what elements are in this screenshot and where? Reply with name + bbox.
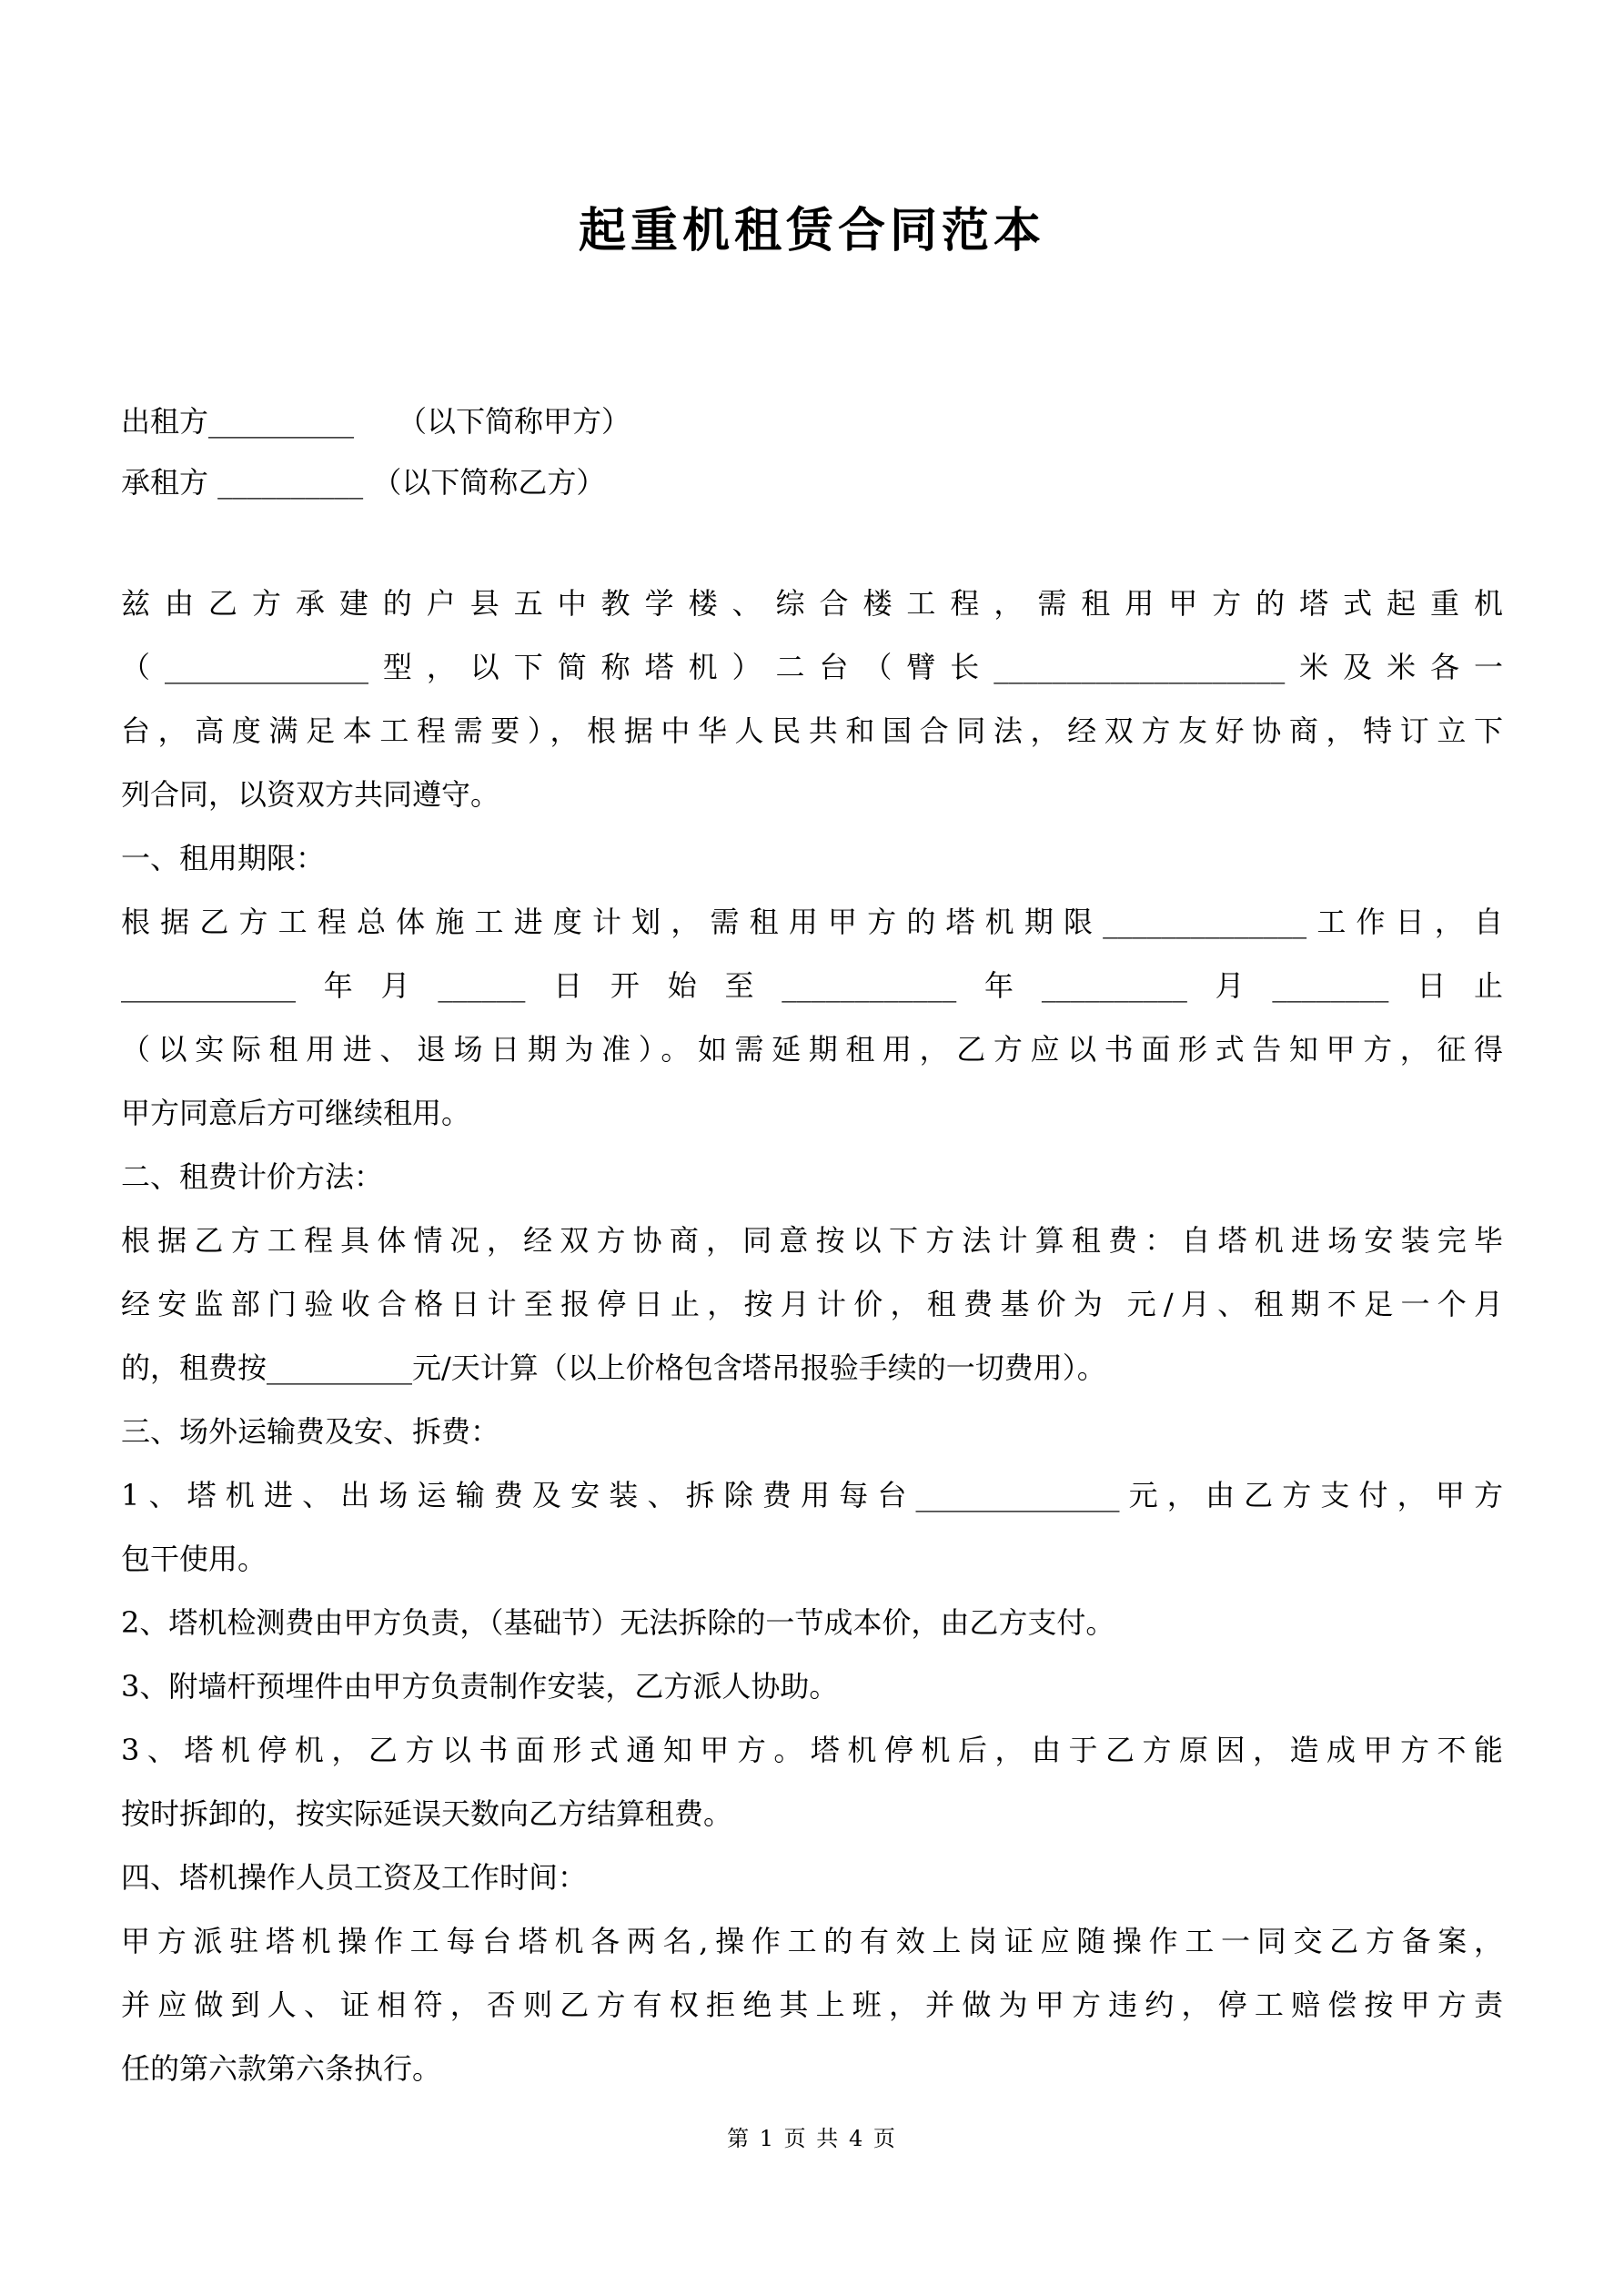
document-line: 甲方同意后方可继续租用。: [121, 1096, 471, 1130]
document-line: 根据乙方工程具体情况，经双方协商，同意按以下方法计算租费：自塔机进场安装完毕: [121, 1223, 1503, 1258]
document-line: 并应做到人、证相符，否则乙方有权拒绝其上班，并做为甲方违约，停工赔偿按甲方责: [121, 1988, 1503, 2022]
party-line-lessee: 承租方 __________ （以下简称乙方）: [121, 465, 606, 500]
section-heading: 三、场外运输费及安、拆费：: [121, 1414, 500, 1449]
document-line: （______________型，以下简称塔机）二台（臂长____________________米及米各一: [121, 650, 1503, 684]
document-line: 台，高度满足本工程需要），根据中华人民共和国合同法，经双方友好协商，特订立下: [121, 713, 1503, 748]
section-heading: 四、塔机操作人员工资及工作时间：: [121, 1860, 588, 1895]
page-number-footer: 第 1 页 共 4 页: [727, 2126, 897, 2151]
document-line: 按时拆卸的，按实际延误天数向乙方结算租费。: [121, 1796, 733, 1831]
party-line-lessor: 出租方__________ （以下简称甲方）: [121, 404, 631, 439]
parties-block: [121, 391, 1503, 513]
document-line: ____________年月______日开始至____________年__________月________日止: [121, 968, 1503, 1003]
section-heading: 一、租用期限：: [121, 841, 326, 875]
document-line: 经安监部门验收合格日计至报停日止，按月计价，租费基价为 元/月、租期不足一个月: [121, 1287, 1503, 1321]
document-title: 起重机租赁合同范本: [578, 203, 1045, 258]
document-line: 甲方派驻塔机操作工每台塔机各两名,操作工的有效上岗证应随操作工一同交乙方备案，: [121, 1924, 1503, 1958]
document-line: （以实际租用进、退场日期为准）。如需延期租用，乙方应以书面形式告知甲方，征得: [121, 1032, 1503, 1067]
document-line: 兹由乙方承建的户县五中教学楼、综合楼工程，需租用甲方的塔式起重机: [121, 586, 1503, 621]
section-heading: 二、租费计价方法：: [121, 1159, 384, 1194]
document-line: 1、塔机进、出场运输费及安装、拆除费用每台______________元，由乙方支付，甲方: [121, 1478, 1503, 1512]
contract-body: [121, 571, 1503, 2100]
document-line: 3、塔机停机，乙方以书面形式通知甲方。塔机停机后，由于乙方原因，造成甲方不能: [121, 1733, 1503, 1767]
document-line: 根据乙方工程总体施工进度计划，需租用甲方的塔机期限______________工作日，自: [121, 905, 1503, 939]
document-line: 任的第六款第六条执行。: [121, 2051, 442, 2086]
document-line: 2、塔机检测费由甲方负责，（基础节）无法拆除的一节成本价，由乙方支付。: [121, 1605, 1115, 1640]
document-line: 列合同，以资双方共同遵守。: [121, 777, 500, 812]
document-line: 包干使用。: [121, 1542, 267, 1576]
document-line: 3、附墙杆预埋件由甲方负责制作安装，乙方派人协助。: [121, 1669, 839, 1704]
document-line: 的，租费按__________元/天计算（以上价格包含塔吊报验手续的一切费用）。: [121, 1350, 1106, 1385]
